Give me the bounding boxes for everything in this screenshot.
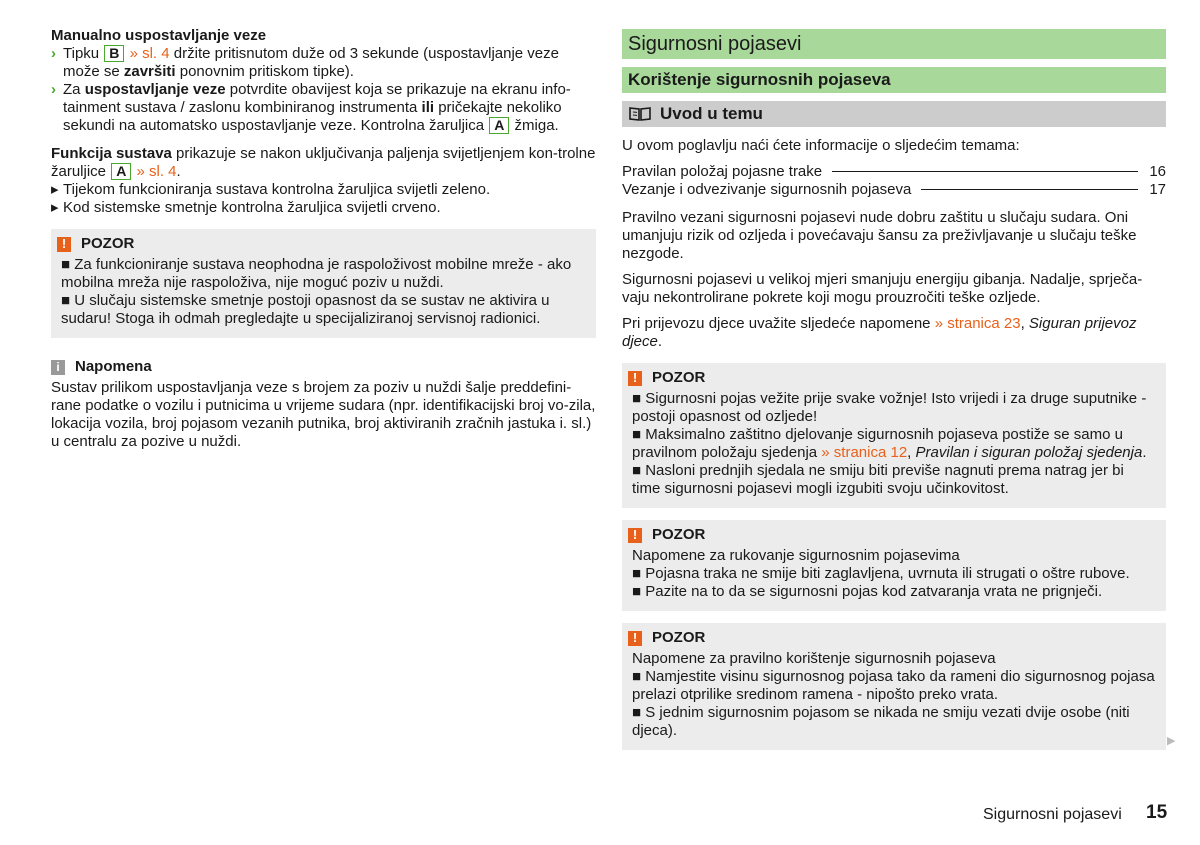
warning-box: ! POZOR ■ Sigurnosni pojas vežite prije svake vožnje! Isto vrijedi i za druge suputnike - postoji opasnost od ozljede! ■ Maksimalno zaštitno djelovanje sigurnosnih pojaseva postiže se samo u pravilnom položaju sjedenja » stranica 12, Pravilan i siguran položaj sjedenja. ■ Nasloni prednjih sjedala ne smiju biti previše nagnuti prema natrag jer bi time sigurnosni pojasevi mogli izgubiti svoju učinkovitost. xyxy=(622,363,1166,508)
chapter-title: Sigurnosni pojasevi xyxy=(622,29,1166,59)
footer-title: Sigurnosni pojasevi xyxy=(983,806,1122,823)
step-1: › Tipku B » sl. 4 držite pritisnutom duže od 3 sekunde (uspostavljanje veze može se završiti ponovnim pritiskom tipke). xyxy=(51,45,559,80)
list-item: ▸ Tijekom funkcioniranja sustava kontrolna žaruljica svijetli zeleno. xyxy=(51,181,491,198)
figure-link[interactable]: » sl. 4 xyxy=(132,163,177,180)
section-title: Korištenje sigurnosnih pojaseva xyxy=(622,67,1166,93)
toc-row[interactable]: Vezanje i odvezivanje sigurnosnih pojaseva 17 xyxy=(622,181,1166,198)
warning-box: ! POZOR Napomene za rukovanje sigurnosnim pojasevima ■ Pojasna traka ne smije biti zaglavljena, uvrnuta ili strugati o oštre rubove. ■ Pazite na to da se sigurnosni pojas kod zatvaranja vrata ne prignječi. xyxy=(622,520,1166,611)
exclamation-icon: ! xyxy=(628,371,642,386)
left-column xyxy=(51,27,596,451)
book-icon xyxy=(628,106,652,122)
exclamation-icon: ! xyxy=(628,528,642,543)
exclamation-icon: ! xyxy=(628,631,642,646)
key-a-label: A xyxy=(111,163,131,180)
toc-row[interactable]: Pravilan položaj pojasne trake 16 xyxy=(622,163,1166,180)
triangle-bullet-icon: ▸ xyxy=(51,199,59,216)
paragraph: Sigurnosni pojasevi u velikoj mjeri smanjuju energiju gibanja. Nadalje, sprječa-vaju nekontrolirane pokrete koji mogu prouzročiti teške ozljede. xyxy=(622,271,1143,306)
intro-text: U ovom poglavlju naći ćete informacije o sljedećim temama: xyxy=(622,137,1020,154)
step-2: › Za uspostavljanje veze potvrdite obavijest koja se prikazuje na ekranu info-tainment sustava / zaslonu kombiniranog instrumenta ili pričekajte nekoliko sekundi na automatsko uspostavljanje veze. Kontrolna žaruljica A žmiga. xyxy=(51,81,571,134)
right-column xyxy=(622,29,1166,750)
page-link[interactable]: » stranica 12 xyxy=(821,444,908,461)
list-item: ▸ Kod sistemske smetnje kontrolna žaruljica svijetli crveno. xyxy=(51,199,441,216)
note-header: i Napomena xyxy=(51,358,596,376)
next-page-triangle-icon: ▶ xyxy=(1167,735,1176,747)
key-a-label: A xyxy=(489,117,509,134)
note-text: Sustav prilikom uspostavljanja veze s brojem za poziv u nuždi šalje preddefini-rane podatke o vozilu i putnicima u vrijeme sudara (npr. identifikacijski broj vo-zila, lokacija vozila, broj pojasom vezanih putnika, broj aktiviranih zračnih jastuka i. sl.) u centralu za pozive u nuždi. xyxy=(51,379,596,450)
warning-box: ! POZOR Napomene za pravilno korištenje sigurnosnih pojaseva ■ Namjestite visinu sigurnosnog pojasa tako da rameni dio sigurnosnog pojasa prelazi otprilike sredinom ramena - nipošto preko vrata. ■ S jednim sigurnosnim pojasom se nikada ne smiju vezati dvije osobe (niti djeca). xyxy=(622,623,1166,750)
page-number: 15 xyxy=(1146,802,1168,823)
info-icon: i xyxy=(51,360,65,375)
function-paragraph: Funkcija sustava prikazuje se nakon uključivanja paljenja svijetljenjem kon-trolne žaruljice A » sl. 4. xyxy=(51,145,596,180)
key-b-label: B xyxy=(104,45,124,62)
chevron-right-icon: › xyxy=(51,45,56,62)
paragraph: Pri prijevozu djece uvažite sljedeće napomene » stranica 23, Siguran prijevoz djece. xyxy=(622,315,1137,350)
subsection-title: Uvod u temu xyxy=(622,101,1166,127)
triangle-bullet-icon: ▸ xyxy=(51,181,59,198)
section-subtitle: Manualno uspostavljanje veze xyxy=(51,27,267,44)
warning-box: ! POZOR ■ Za funkcioniranje sustava neophodna je raspoloživost mobilne mreže - ako mobilna mreža nije raspoloživa, nije moguć poziv u nuždi. ■ U slučaju sistemske smetnje postoji opasnost da se sustav ne aktivira u sudaru! Stoga ih odmah pregledajte u specijaliziranoj servisnoj radionici. xyxy=(51,229,596,338)
page-link[interactable]: » stranica 23 xyxy=(934,315,1021,332)
paragraph: Pravilno vezani sigurnosni pojasevi nude dobru zaštitu u slučaju sudara. Oni umanjuju rizik od ozljeda i povećavaju šansu za preživljavanje u slučaju teške nezgode. xyxy=(622,209,1137,262)
chevron-right-icon: › xyxy=(51,81,56,98)
figure-link[interactable]: » sl. 4 xyxy=(125,45,170,62)
exclamation-icon: ! xyxy=(57,237,71,252)
